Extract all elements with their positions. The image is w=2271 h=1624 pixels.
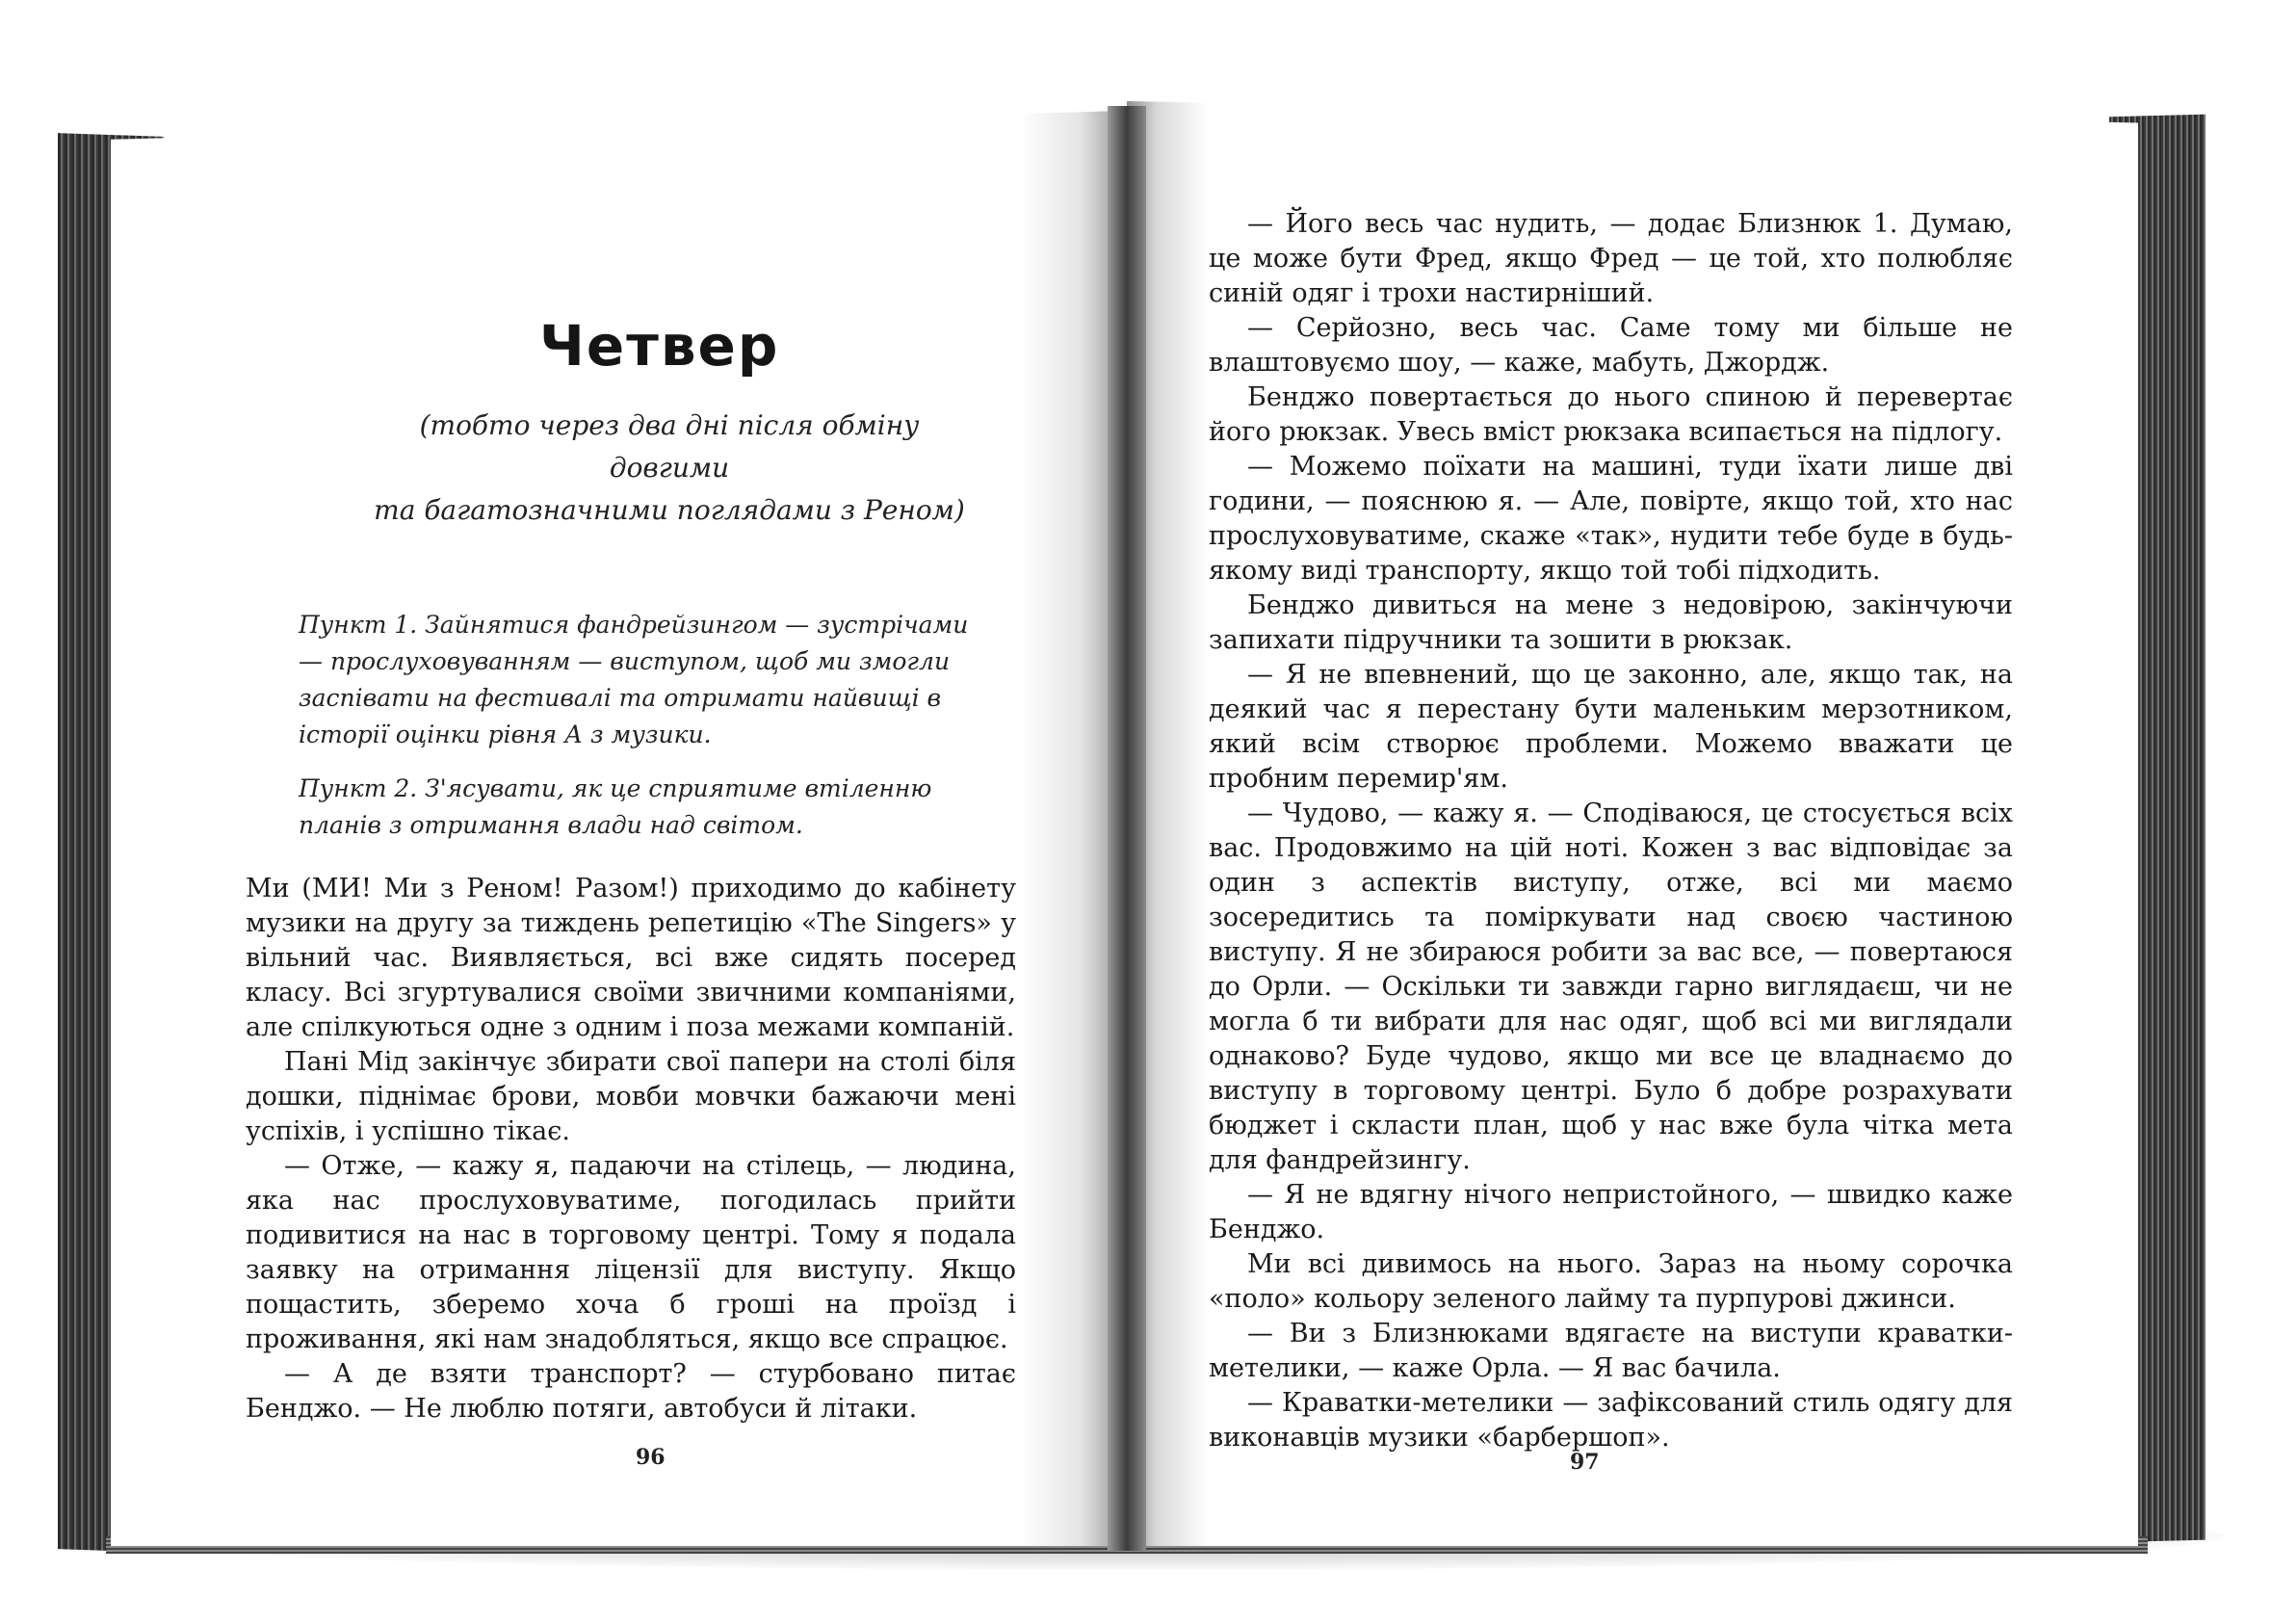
paragraph: — Його весь час нудить, — додає Близнюк 1. Думаю, це може бути Фред, якщо Фред — це той, хто полюбляє синій одяг і трохи настирніший. [1209,209,2013,308]
paragraph: — Я не впевнений, що це законно, але, якщо так, на деякий час я перестану бути маленьким мерзотником, який всім створює проблеми. Можемо вважати це пробним перемир'ям. [1209,660,2013,794]
chapter-title: Четвер [539,313,780,379]
paragraph: Ми (МИ! Ми з Реном! Разом!) приходимо до кабінету музики на другу за тиждень репетицію «The Singers» у вільний час. Виявляється, всі вже сидять посеред класу. Всі згуртувалися своїми звичними компаніями, але спілкуються одне з одним і поза межами компаній. [246,874,1016,1042]
right-page-body [1209,207,2013,1455]
page-number-right: 97 [1570,1450,1600,1475]
paragraph: — Серйозно, весь час. Саме тому ми більше не влаштовуємо шоу, — каже, мабуть, Джордж. [1209,313,2013,378]
note-item-2: Пункт 2. З'ясувати, як це сприятиме втіленню планів з отримання влади над світом. [299,774,932,839]
paragraph: Бенджо дивиться на мене з недовірою, закінчуючи запихати підручники та зошити в рюкзак. [1209,590,2013,655]
left-page-body [246,872,1016,1427]
paragraph: Пані Мід закінчує збирати свої папери на столі біля дошки, піднімає брови, мовби мовчки бажаючи мені успіхів, і успішно тікає. [246,1047,1016,1146]
paragraph: — Краватки-метелики — зафіксований стиль одягу для виконавців музики «барбершоп». [1209,1388,2013,1453]
chapter-subtitle [361,405,978,532]
page-number-left: 96 [636,1445,666,1470]
paragraph: — Отже, — кажу я, падаючи на стілець, — людина, яка нас прослуховуватиме, погодилась прийти подивитися на нас в торговому центрі. Тому я подала заявку на отримання ліцензії для виступу. Якщо пощастить, зберемо хоча б гроші на проїзд і проживання, які нам знадобляться, якщо все спрацює. [246,1151,1016,1354]
paragraph: — А де взяти транспорт? — стурбовано питає Бенджо. — Не люблю потяги, автобуси й літаки. [246,1359,1016,1424]
note-item-1: Пункт 1. Зайнятися фандрейзингом — зустрічами — прослуховуванням — виступом, щоб ми змогли заспівати на фестивалі та отримати найвищі в історії оцінки рівня А з музики. [299,611,969,748]
paragraph: — Ви з Близнюками вдягаєте на виступи краватки-метелики, — каже Орла. — Я вас бачила. [1209,1319,2013,1383]
paragraph: Бенджо повертається до нього спиною й перевертає його рюкзак. Увесь вміст рюкзака всипається на підлогу. [1209,382,2013,447]
paragraph: Ми всі дивимось на нього. Зараз на ньому сорочка «поло» кольору зеленого лайму та пурпурові джинси. [1209,1249,2013,1314]
subtitle-line: та багатозначними поглядами з Реном) [374,494,965,526]
book-spine [1108,106,1146,1551]
paragraph: — Можемо поїхати на машині, туди їхати лише дві години, — пояснюю я. — Але, повірте, якщо той, хто нас прослуховуватиме, скаже «так», нудити тебе буде в будь-якому виді транспорту, якщо той тобі підходить. [1209,452,2013,586]
subtitle-line: (тобто через два дні після обміну довгими [419,409,920,484]
paragraph: — Чудово, — кажу я. — Сподіваюся, це стосується всіх вас. Продовжимо на цій ноті. Кожен з вас відповідає за один з аспектів виступу, отже, всі ми маємо зосередитись та поміркувати над своєю частиною виступу. Я не збираюся робити за вас все, — повертаюся до Орли. — Оскільки ти завжди гарно виглядаєш, чи не могла б ти вибрати для нас одяг, щоб всі ми виглядали однаково? Буде чудово, якщо ми все це владнаємо до виступу в торговому центрі. Було б добре розрахувати бюджет і скласти план, щоб у нас вже була чітка мета для фандрейзингу. [1209,799,2013,1175]
paragraph: — Я не вдягну нічого непристойного, — швидко каже Бенджо. [1209,1180,2013,1244]
